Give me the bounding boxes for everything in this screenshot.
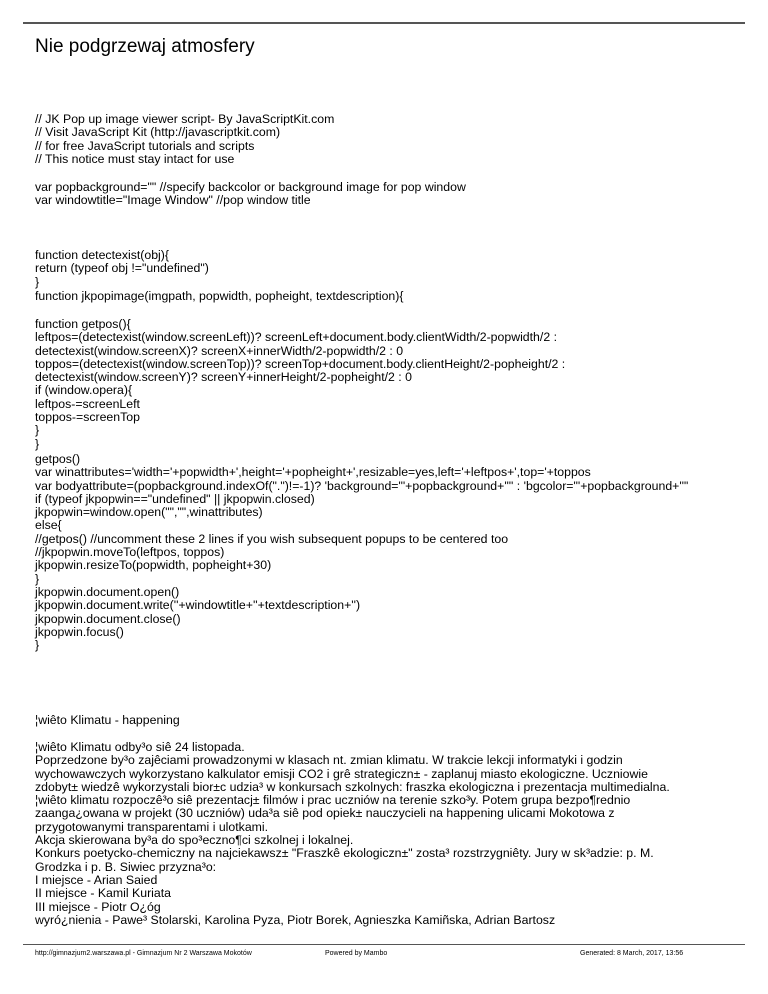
code-line: // JK Pop up image viewer script- By JavaScriptKit.com bbox=[35, 112, 335, 126]
code-line: var popbackground="" //specify backcolor or background image for pop window bbox=[35, 180, 466, 194]
code-line: if (typeof jkpopwin=="undefined" || jkpopwin.closed) bbox=[35, 491, 315, 506]
code-line: if (window.opera){ bbox=[35, 383, 133, 398]
code-line: detectexist(window.screenX)? screenX+innerWidth/2-popwidth/2 : 0 bbox=[35, 343, 404, 358]
code-line: toppos-=screenTop bbox=[35, 410, 140, 425]
article-line: wychowawczych wykorzystano kalkulator emisji CO2 i grê strategiczn± - zaplanuj miasto ekologiczne. Uczniowie bbox=[35, 766, 648, 781]
code-line: // Visit JavaScript Kit (http://javascriptkit.com) bbox=[35, 125, 281, 140]
article-line: III miejsce - Piotr O¿óg bbox=[35, 899, 161, 914]
code-line: } bbox=[35, 423, 40, 438]
code-line: jkpopwin.document.open() bbox=[35, 584, 180, 599]
code-line: jkpopwin.document.write(''+windowtitle+''+textdescription+'') bbox=[35, 598, 361, 613]
code-comment-block bbox=[35, 113, 334, 166]
code-popup-block bbox=[35, 453, 688, 652]
code-line: return (typeof obj !="undefined") bbox=[35, 261, 209, 276]
top-rule bbox=[23, 22, 745, 24]
article-line: Akcja skierowana by³a do spo³eczno¶ci szkolnej i lokalnej. bbox=[35, 833, 354, 848]
article-heading: ¦wiêto Klimatu - happening bbox=[35, 713, 180, 727]
code-line: jkpopwin.focus() bbox=[35, 624, 124, 639]
article-line: I miejsce - Arian Saied bbox=[35, 872, 158, 887]
article-line: zaanga¿owana w projekt (30 uczniów) uda³a siê pod opiek± nauczycieli na happening ulicami Mokotowa z bbox=[35, 806, 615, 821]
code-jkpopimage-block bbox=[35, 290, 403, 303]
code-line: toppos=(detectexist(window.screenTop))? screenTop+document.body.clientHeight/2-popheight/2 : bbox=[35, 356, 566, 371]
code-line: jkpopwin=window.open("","",winattributes) bbox=[35, 505, 263, 520]
code-line: var bodyattribute=(popbackground.indexOf(".")!=-1)? 'background="'+popbackground+'"' : 'bgcolor="'+popbackground+'"' bbox=[35, 478, 689, 493]
article-line: wyró¿nienia - Pawe³ Stolarski, Karolina Pyza, Piotr Borek, Agnieszka Kamiñska, Adrian Bartosz bbox=[35, 912, 556, 927]
code-line: } bbox=[35, 274, 40, 289]
code-getpos-block bbox=[35, 318, 565, 451]
article-line: Grodzka i p. B. Siwiec przyzna³o: bbox=[35, 859, 217, 874]
article-line: zdobyt± wiedzê wykorzystali bior±c udzia³ w konkursach szkolnych: fraszka ekologiczna i prezentacja multimedialna. bbox=[35, 779, 670, 794]
article-line: Poprzedzone by³o zajêciami prowadzonymi w klasach nt. zmian klimatu. W trakcie lekcji informatyki i godzin bbox=[35, 753, 623, 768]
code-line: // This notice must stay intact for use bbox=[35, 151, 235, 166]
code-line: } bbox=[35, 436, 40, 451]
footer-site-url: http://gimnazjum2.warszawa.pl - Gimnazjum Nr 2 Warszawa Mokotów bbox=[35, 950, 252, 957]
code-line: var windowtitle="Image Window" //pop window title bbox=[35, 193, 311, 208]
code-line: //jkpopwin.moveTo(leftpos, toppos) bbox=[35, 545, 225, 560]
article-line: ¦wiêto klimatu rozpoczê³o siê prezentacj± filmów i prac uczniów na terenie szko³y. Potem grupa bezpo¶rednio bbox=[35, 793, 631, 808]
article-body bbox=[35, 741, 735, 927]
code-line: detectexist(window.screenY)? screenY+innerHeight/2-popheight/2 : 0 bbox=[35, 370, 412, 385]
footer-generated: Generated: 8 March, 2017, 13:56 bbox=[580, 950, 684, 957]
code-line: //getpos() //uncomment these 2 lines if you wish subsequent popups to be centered too bbox=[35, 531, 509, 546]
code-line: else{ bbox=[35, 518, 62, 533]
code-variables-block bbox=[35, 181, 466, 208]
code-line: var winattributes='width='+popwidth+',height='+popheight+',resizable=yes,left='+leftpos+',top='+toppos bbox=[35, 465, 591, 480]
code-line: // for free JavaScript tutorials and scripts bbox=[35, 138, 255, 153]
code-line: } bbox=[35, 638, 40, 653]
code-line: leftpos=(detectexist(window.screenLeft))? screenLeft+document.body.clientWidth/2-popwidth/2 : bbox=[35, 330, 557, 345]
code-line: jkpopwin.resizeTo(popwidth, popheight+30) bbox=[35, 558, 272, 573]
code-line: function jkpopimage(imgpath, popwidth, popheight, textdescription){ bbox=[35, 289, 404, 303]
code-line: leftpos-=screenLeft bbox=[35, 396, 140, 411]
page-title: Nie podgrzewaj atmosfery bbox=[35, 36, 255, 57]
article-line: II miejsce - Kamil Kuriata bbox=[35, 886, 171, 901]
article-line: ¦wiêto Klimatu odby³o siê 24 listopada. bbox=[35, 740, 245, 754]
code-detectexist-block bbox=[35, 249, 209, 289]
code-line: getpos() bbox=[35, 452, 81, 466]
article-line: przygotowanymi transparentami i ulotkami. bbox=[35, 819, 269, 834]
code-line: jkpopwin.document.close() bbox=[35, 611, 181, 626]
article-line: Konkurs poetycko-chemiczny na najciekawsz± "Fraszkê ekologiczn±" zosta³ rozstrzygniêty. Jury w sk³adzie: p. M. bbox=[35, 846, 654, 861]
code-line: } bbox=[35, 571, 40, 586]
code-line: function detectexist(obj){ bbox=[35, 248, 169, 262]
footer-powered-by: Powered by Mambo bbox=[325, 950, 388, 957]
bottom-rule bbox=[23, 944, 745, 945]
code-line: function getpos(){ bbox=[35, 317, 131, 331]
